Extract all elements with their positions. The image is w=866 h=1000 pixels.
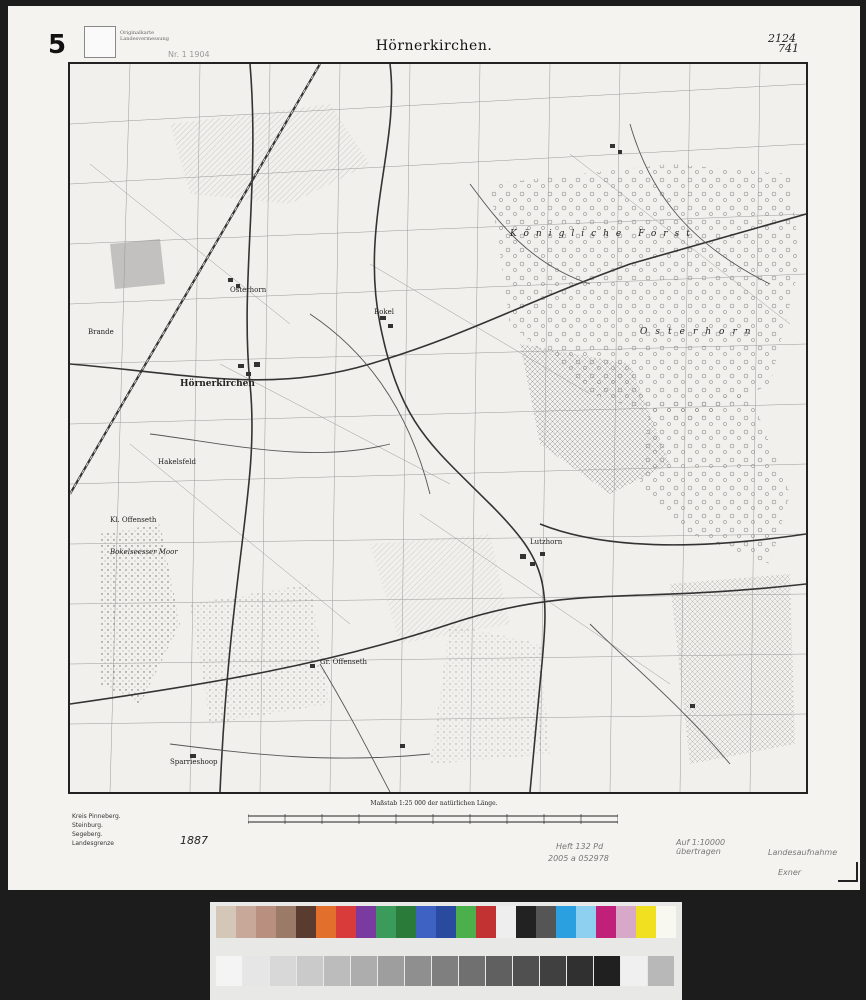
gray-patch xyxy=(567,956,593,986)
sheet-id-bottom: 741 xyxy=(778,42,799,55)
color-patch xyxy=(576,906,596,938)
gray-patch xyxy=(351,956,377,986)
gray-patch xyxy=(378,956,404,986)
gray-patch xyxy=(270,956,296,986)
gray-patch xyxy=(243,956,269,986)
color-patch xyxy=(356,906,376,938)
color-patch xyxy=(656,906,676,938)
legend xyxy=(72,812,208,848)
label-brande: Brande xyxy=(88,328,114,336)
label-osterhorn: Osterhorn xyxy=(230,286,267,294)
color-patch xyxy=(636,906,656,938)
gray-patch xyxy=(594,956,620,986)
color-patch xyxy=(436,906,456,938)
color-patch xyxy=(476,906,496,938)
color-patch xyxy=(236,906,256,938)
color-patch xyxy=(376,906,396,938)
label-hoernerkirchen: Hörnerkirchen xyxy=(180,379,255,389)
color-patch xyxy=(536,906,556,938)
label-kl-offenseth: Kl. Offenseth xyxy=(110,516,157,524)
color-patch xyxy=(296,906,316,938)
pencil-note: Landesaufnahme xyxy=(768,848,838,857)
gray-patch xyxy=(486,956,512,986)
color-calibration-target xyxy=(210,902,682,1000)
gray-patch xyxy=(648,956,674,986)
gray-patch xyxy=(513,956,539,986)
color-patch xyxy=(336,906,356,938)
map-title: Hörnerkirchen. xyxy=(375,38,493,54)
label-bokel: Bokel xyxy=(374,308,394,316)
color-patch xyxy=(416,906,436,938)
gray-patch xyxy=(459,956,485,986)
gray-patch xyxy=(297,956,323,986)
sheet-id-top: 2124 xyxy=(768,32,796,45)
gray-patch xyxy=(324,956,350,986)
label-gr-offenseth: Gr. Offenseth xyxy=(320,658,368,666)
label-hakelsfeld: Hakelsfeld xyxy=(158,458,196,466)
color-patch xyxy=(516,906,536,938)
label-osterhorn-forest: Osterhorn xyxy=(640,327,759,337)
pencil-note: Heft 132 Pd xyxy=(556,842,604,851)
color-patch xyxy=(276,906,296,938)
legend-item: Landesgrenze xyxy=(72,840,114,847)
field-area xyxy=(670,574,795,764)
pencil-note: Exner xyxy=(778,868,802,877)
scale-caption: Maßstab 1:25 000 der natürlichen Länge. xyxy=(370,800,498,807)
gray-patch xyxy=(405,956,431,986)
field-area xyxy=(190,584,330,724)
gray-patch xyxy=(540,956,566,986)
color-patch xyxy=(396,906,416,938)
corner-mark xyxy=(838,862,858,882)
pencil-note: 2005 a 052978 xyxy=(548,854,609,863)
pencil-note-top: Nr. 1 1904 xyxy=(168,50,210,59)
sheet-number: 5 xyxy=(48,30,67,60)
color-patch xyxy=(256,906,276,938)
color-patch xyxy=(216,906,236,938)
map-sheet xyxy=(8,6,860,890)
lake-area xyxy=(110,239,165,289)
scale-bar xyxy=(248,812,618,826)
legend-item: Steinburg. xyxy=(72,822,104,829)
legend-number: 1887 xyxy=(180,834,208,847)
legend-item: Segeberg. xyxy=(72,831,103,838)
label-koenigliche-forst: Königliche Forst xyxy=(510,229,697,239)
pencil-note: Auf 1:10000 übertragen xyxy=(676,838,726,856)
label-sparrieshoop: Sparrieshoop xyxy=(170,758,218,766)
topographic-map xyxy=(70,64,806,792)
color-patch xyxy=(556,906,576,938)
gray-patch xyxy=(621,956,647,986)
color-patch xyxy=(456,906,476,938)
gray-patch xyxy=(216,956,242,986)
color-patch xyxy=(616,906,636,938)
color-patch xyxy=(596,906,616,938)
label-bokelseesser-moor: Bokelseesser Moor xyxy=(110,548,178,556)
legend-item: Kreis Pinneberg. xyxy=(72,813,121,820)
color-patch xyxy=(316,906,336,938)
stamp-text: Originalkarte Landesvermessung xyxy=(120,30,169,42)
label-lutzhorn: Lutzhorn xyxy=(530,538,563,546)
gray-patch xyxy=(432,956,458,986)
color-patch xyxy=(496,906,516,938)
field-area xyxy=(430,624,550,764)
map-frame xyxy=(68,62,808,794)
